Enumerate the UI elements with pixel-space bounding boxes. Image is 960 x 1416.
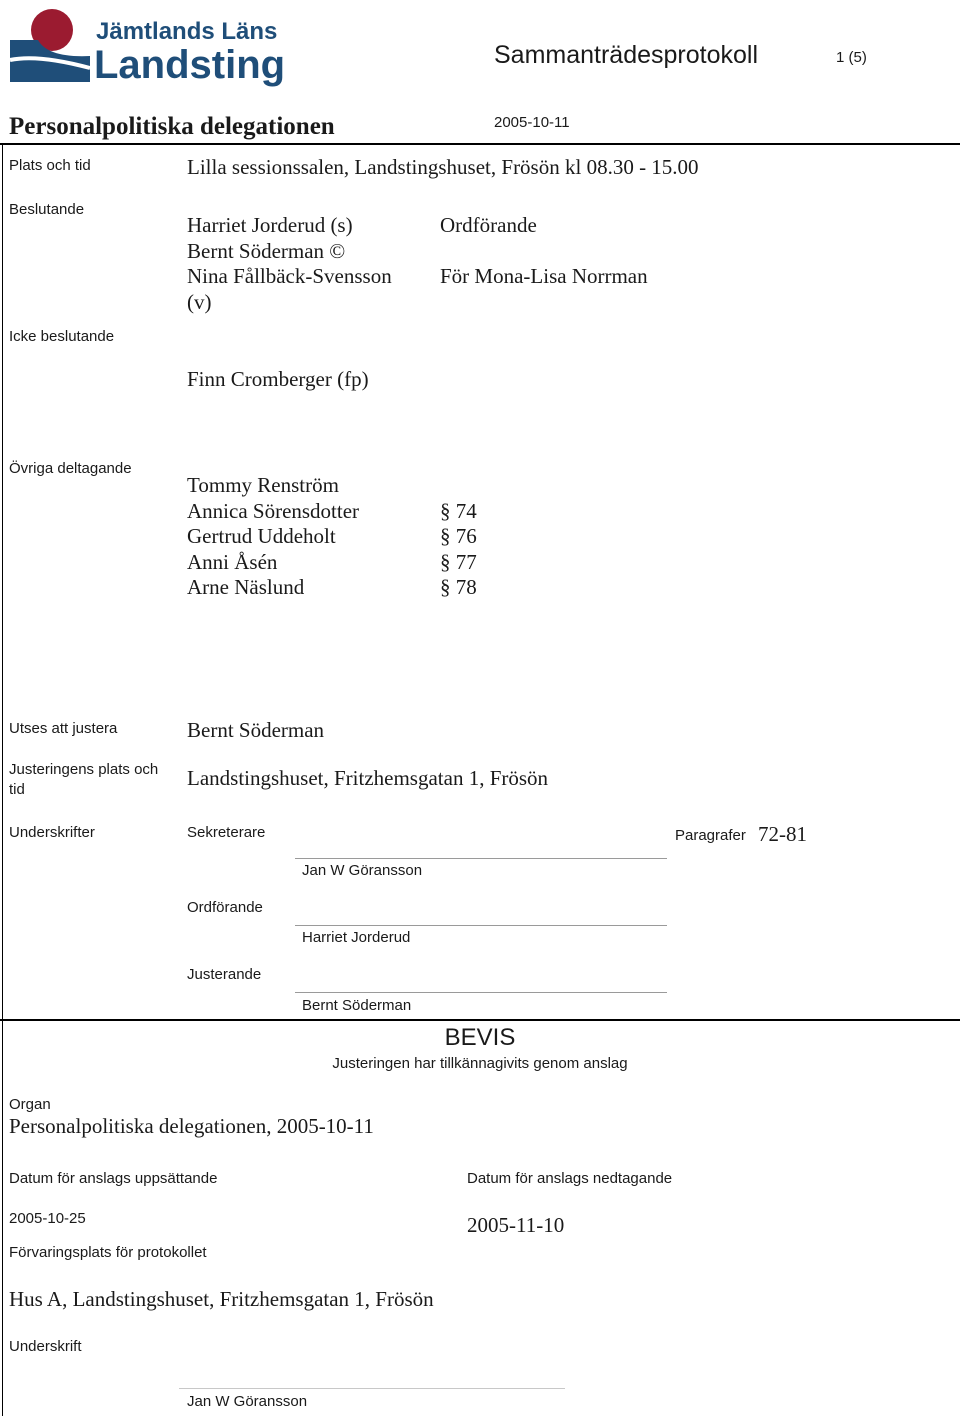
others-name: Anni Åsén (187, 549, 278, 574)
others-row (187, 498, 477, 525)
signature-label: Underskrift (9, 1338, 82, 1355)
deciding-name: Harriet Jorderud (s) (187, 213, 353, 237)
non-deciding-label: Icke beslutande (9, 328, 115, 345)
deciding-row (187, 264, 648, 290)
logo (8, 6, 286, 88)
page-indicator: 1 (5) (836, 49, 867, 66)
signature-role: Justerande (187, 966, 262, 983)
signature-line (295, 925, 667, 926)
adjust-place-value: Landstingshuset, Fritzhemsgatan 1, Frösön (187, 766, 549, 790)
signature-role: Ordförande (187, 899, 263, 916)
certificate-title: BEVIS (444, 1024, 516, 1051)
deciding-row (187, 239, 392, 265)
others-paragraph-ref: § 76 (440, 524, 477, 548)
meeting-date: 2005-10-11 (494, 114, 570, 131)
posted-date-label: Datum för anslags uppsättande (9, 1170, 218, 1187)
signature-name: Jan W Göransson (302, 862, 423, 879)
others-paragraph-ref: § 77 (440, 549, 477, 574)
others-label: Övriga deltagande (9, 460, 132, 477)
deciding-name: Nina Fållbäck-Svensson (187, 264, 392, 288)
others-name: Arne Näslund (187, 575, 305, 599)
others-name: Annica Sörensdotter (187, 498, 360, 523)
signature-name: Bernt Söderman (302, 997, 412, 1014)
landsting-emblem-icon (8, 6, 92, 82)
removed-date-value: 2005-11-10 (467, 1213, 565, 1237)
signatures-label: Underskrifter (9, 824, 95, 841)
document-type: Sammanträdesprotokoll (494, 41, 759, 69)
certificate-subtitle: Justeringen har tillkännagivits genom anslag (332, 1055, 628, 1072)
others-paragraph-ref: § 74 (440, 498, 477, 523)
signature-role: Sekreterare (187, 824, 266, 841)
header-rule (0, 143, 960, 145)
deciding-row (187, 213, 537, 239)
signature-line (179, 1388, 565, 1389)
storage-value: Hus A, Landstingshuset, Fritzhemsgatan 1, Frösön (9, 1287, 434, 1311)
place-value: Lilla sessionssalen, Landstingshuset, Frösön kl 08.30 - 15.00 (187, 155, 699, 179)
logo-line-1: Jämtlands Läns (96, 18, 278, 45)
removed-date-label: Datum för anslags nedtagande (467, 1170, 673, 1187)
deciding-name: (v) (187, 289, 212, 314)
non-deciding-value: Finn Cromberger (fp) (187, 367, 369, 391)
paragraphs-label: Paragrafer (675, 827, 746, 844)
organ-label: Organ (9, 1096, 51, 1113)
signature-line (295, 992, 667, 993)
others-row (187, 575, 477, 601)
adjust-place-label-line-1: Justeringens plats och (9, 761, 159, 778)
others-list (187, 473, 477, 601)
left-border (2, 143, 3, 1416)
deciding-row (187, 290, 392, 316)
others-row (187, 549, 477, 576)
adjuster-label: Utses att justera (9, 720, 118, 737)
organ-value: Personalpolitiska delegationen, 2005-10-11 (9, 1114, 374, 1138)
deciding-list (187, 213, 648, 315)
posted-date-value: 2005-10-25 (9, 1210, 86, 1227)
place-label: Plats och tid (9, 157, 91, 174)
certificate-rule (0, 1019, 960, 1021)
others-row (187, 524, 477, 550)
signature-line (295, 858, 667, 859)
certificate-signature-name: Jan W Göransson (187, 1393, 308, 1410)
others-name: Gertrud Uddeholt (187, 524, 336, 548)
page-title: Personalpolitiska delegationen (9, 113, 335, 140)
storage-label: Förvaringsplats för protokollet (9, 1244, 207, 1261)
deciding-role: Ordförande (440, 213, 537, 237)
adjust-place-label-line-2: tid (9, 781, 25, 798)
adjuster-value: Bernt Söderman (187, 718, 325, 742)
deciding-role: För Mona-Lisa Norrman (440, 264, 648, 288)
logo-line-2: Landsting (94, 43, 286, 87)
paragraphs-value: 72-81 (758, 822, 807, 846)
others-name: Tommy Renström (187, 473, 339, 497)
deciding-label: Beslutande (9, 201, 85, 218)
others-row (187, 473, 359, 499)
signature-name: Harriet Jorderud (302, 929, 411, 946)
others-paragraph-ref: § 78 (440, 575, 477, 599)
deciding-name: Bernt Söderman © (187, 238, 346, 263)
